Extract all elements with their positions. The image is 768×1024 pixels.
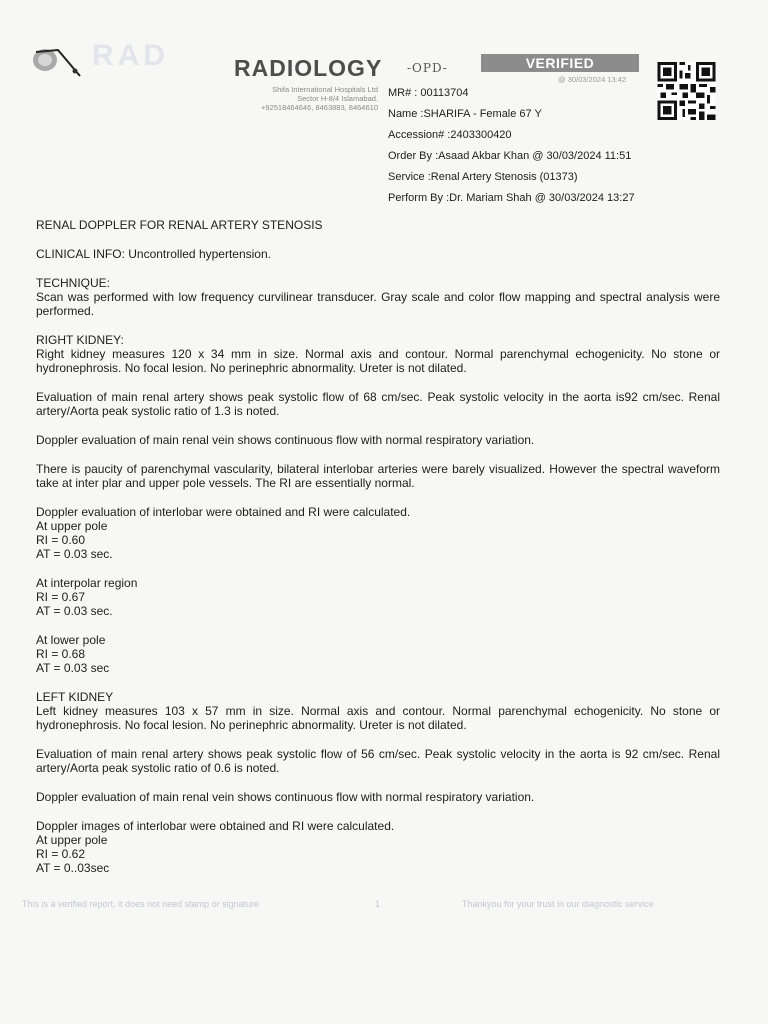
- at-value: AT = 0.03 sec.: [36, 547, 113, 561]
- technique-heading: TECHNIQUE:: [36, 276, 111, 290]
- qr-code-icon: [655, 62, 718, 120]
- footer-note: This is a verified report, it does not need stamp or signature: [22, 899, 260, 909]
- hospital-logo-icon: [28, 40, 84, 80]
- measure-label: At upper pole: [36, 833, 108, 847]
- right-interpolar: [36, 576, 720, 618]
- left-renal-artery: Evaluation of main renal artery shows peak systolic flow of 56 cm/sec. Peak systolic velocity in the aorta is 92 cm/sec. Renal artery/Aorta peak systolic ratio of 0.6 is noted.: [36, 747, 720, 775]
- accession-number: Accession# :2403300420: [388, 129, 512, 141]
- at-value: AT = 0.03 sec: [36, 661, 110, 675]
- order-by: Order By :Asaad Akbar Khan @ 30/03/2024 11:51: [388, 150, 632, 162]
- ri-value: RI = 0.67: [36, 590, 86, 604]
- service: Service :Renal Artery Stenosis (01373): [388, 171, 578, 183]
- footer-thanks: Thankyou for your trust in our diagnostic service: [462, 899, 654, 909]
- left-interlobar: Doppler images of interlobar were obtained and RI were calculated.: [36, 819, 395, 833]
- hospital-address: [228, 85, 378, 112]
- mr-number: MR# : 00113704: [388, 87, 469, 99]
- right-vascularity: There is paucity of parenchymal vascularity, bilateral interlobar arteries were barely visualized. However the spectral waveform take at inter plar and upper pole vessels. The RI are essentially normal.: [36, 462, 720, 490]
- ri-value: RI = 0.60: [36, 533, 86, 547]
- perform-by: Perform By :Dr. Mariam Shah @ 30/03/2024 13:27: [388, 192, 635, 204]
- clinical-info: CLINICAL INFO: Uncontrolled hypertension.: [36, 247, 271, 261]
- at-value: AT = 0.03 sec.: [36, 604, 113, 618]
- patient-name: Name :SHARIFA - Female 67 Y: [388, 108, 542, 120]
- at-value: AT = 0..03sec: [36, 861, 110, 875]
- page-number: 1: [375, 899, 381, 909]
- opd-label: -OPD-: [407, 61, 448, 75]
- right-lower-pole: [36, 633, 720, 675]
- ri-value: RI = 0.62: [36, 847, 86, 861]
- left-renal-vein: Doppler evaluation of main renal vein shows continuous flow with normal respiratory variation.: [36, 790, 535, 804]
- right-kidney-heading: RIGHT KIDNEY:: [36, 333, 124, 347]
- right-upper-pole: [36, 519, 720, 561]
- patient-info: [388, 86, 635, 212]
- right-renal-vein: Doppler evaluation of main renal vein shows continuous flow with normal respiratory variation.: [36, 433, 535, 447]
- ri-value: RI = 0.68: [36, 647, 86, 661]
- technique-text: Scan was performed with low frequency curvilinear transducer. Gray scale and color flow mapping and spectral analysis were performed.: [36, 290, 720, 318]
- report-heading: RENAL DOPPLER FOR RENAL ARTERY STENOSIS: [36, 218, 323, 232]
- report-body: [36, 218, 720, 875]
- department-title: RADIOLOGY: [234, 55, 383, 81]
- left-upper-pole: [36, 833, 720, 875]
- hospital-line: Sector H-8/4 Islamabad.: [297, 94, 378, 103]
- verified-timestamp: @ 30/03/2024 13:42: [558, 75, 627, 84]
- verified-badge: VERIFIED: [481, 54, 639, 72]
- left-kidney-size: Left kidney measures 103 x 57 mm in size. Normal axis and contour. Normal parenchymal echogenicity. No stone or hydronephrosis. No focal lesion. No perinephric abnormality. Ureter is not dilated.: [36, 704, 720, 732]
- right-interlobar: Doppler evaluation of interlobar were obtained and RI were calculated.: [36, 505, 411, 519]
- hospital-line: Shifa International Hospitals Ltd: [272, 85, 378, 94]
- faded-watermark: RAD: [92, 39, 169, 72]
- measure-label: At lower pole: [36, 633, 106, 647]
- right-kidney-size: Right kidney measures 120 x 34 mm in size. Normal axis and contour. Normal parenchymal echogenicity. No stone or hydronephrosis. No focal lesion. No perinephric abnormality. Ureter is not dilated.: [36, 347, 720, 375]
- measure-label: At upper pole: [36, 519, 108, 533]
- left-kidney-heading: LEFT KIDNEY: [36, 690, 114, 704]
- hospital-line: +92518464646, 8463883, 8464610: [261, 103, 378, 112]
- right-renal-artery: Evaluation of main renal artery shows peak systolic flow of 68 cm/sec. Peak systolic velocity in the aorta is92 cm/sec. Renal artery/Aorta peak systolic ratio of 1.3 is noted.: [36, 390, 720, 418]
- measure-label: At interpolar region: [36, 576, 138, 590]
